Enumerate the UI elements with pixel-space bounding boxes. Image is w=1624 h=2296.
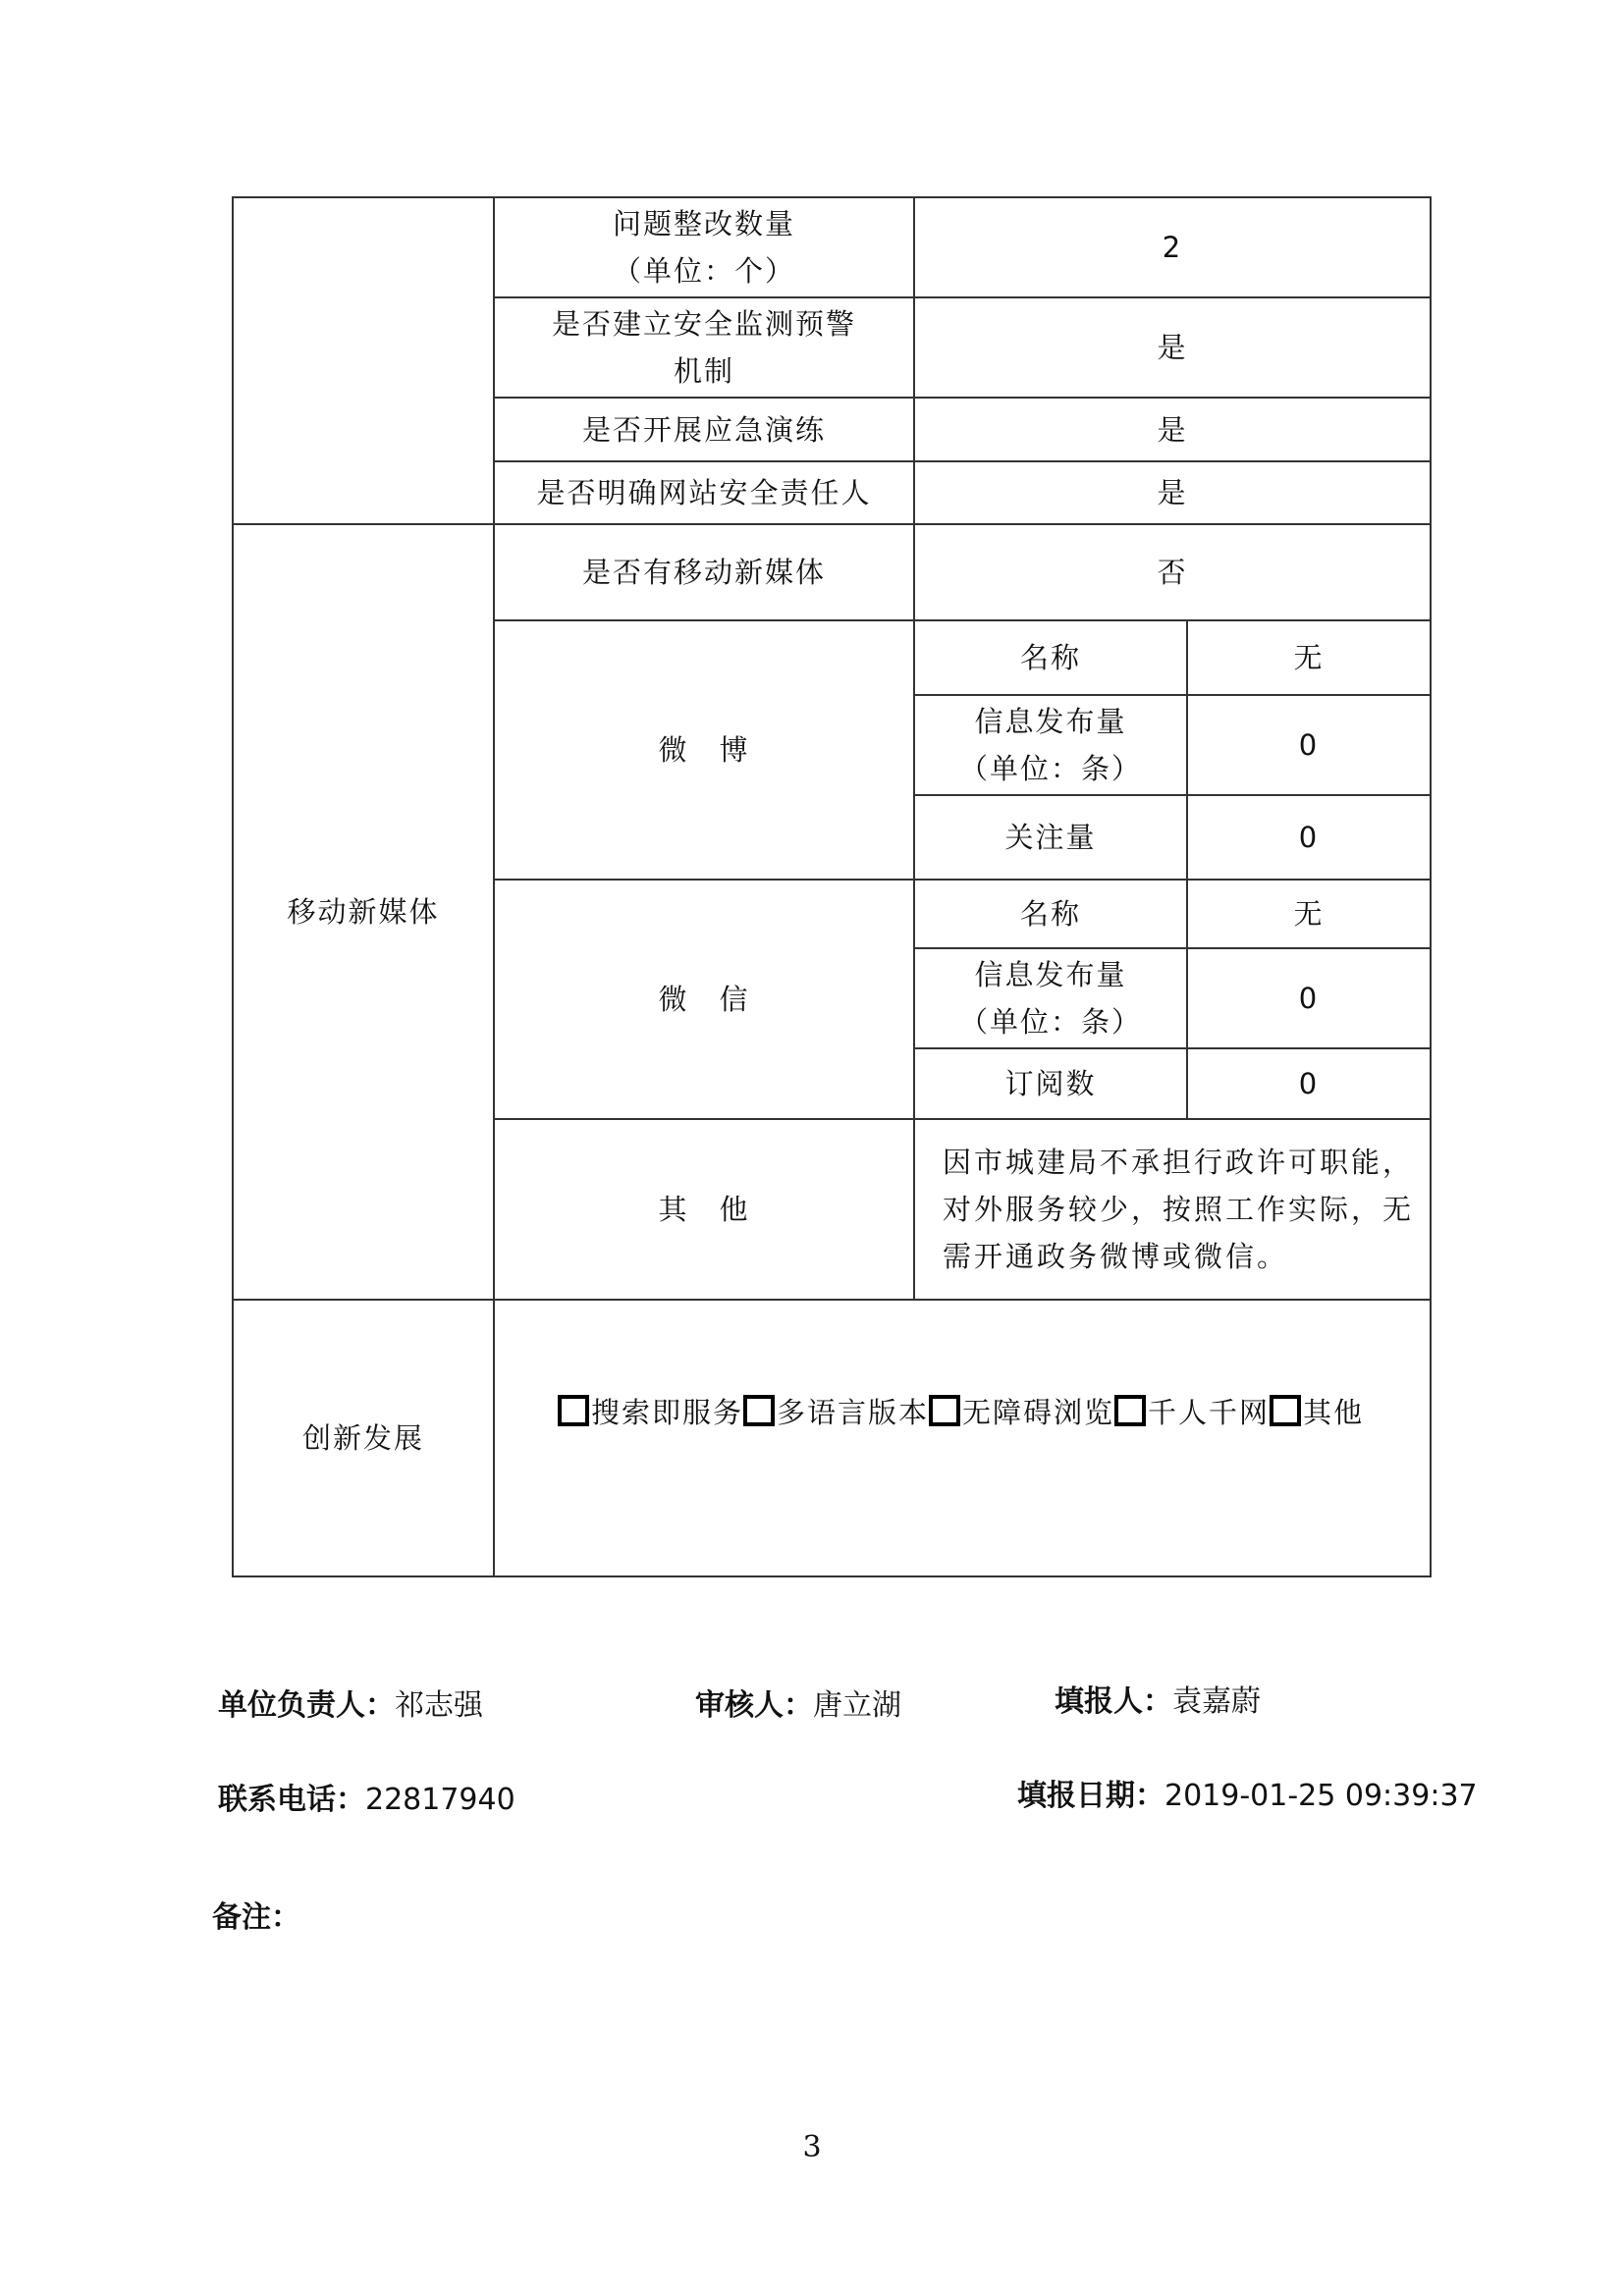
filler-label: 填报人： [1055, 1684, 1172, 1719]
checkbox-icon[interactable] [558, 1395, 589, 1426]
mobile-section-label: 移动新媒体 [233, 524, 494, 1300]
wechat-label: 微 信 [494, 880, 914, 1119]
checkbox-icon[interactable] [929, 1395, 960, 1426]
checkbox-icon[interactable] [743, 1395, 775, 1426]
weibo-name-label: 名称 [914, 620, 1187, 695]
innovation-option-accessible[interactable]: 无障碍浏览 [929, 1396, 1114, 1429]
reviewer [695, 1681, 901, 1724]
monitor-label: 是否建立安全监测预警 机制 [494, 297, 914, 398]
filler-value: 袁嘉蔚 [1172, 1684, 1261, 1719]
responsible-label: 是否明确网站安全责任人 [494, 461, 914, 524]
phone-label: 联系电话： [218, 1783, 365, 1817]
innovation-option-multilang[interactable]: 多语言版本 [743, 1396, 929, 1429]
weibo-follow-value: 0 [1187, 795, 1431, 880]
phone-value: 22817940 [365, 1783, 515, 1817]
innovation-label: 创新发展 [233, 1300, 494, 1576]
remark [212, 1893, 300, 1936]
report-table [232, 196, 1432, 1577]
innovation-option-search[interactable]: 搜索即服务 [558, 1396, 743, 1429]
unit-head [218, 1681, 483, 1724]
has-mobile-value: 否 [914, 524, 1431, 620]
has-mobile-label: 是否有移动新媒体 [494, 524, 914, 620]
security-section-cell [233, 197, 494, 524]
reviewer-value: 唐立湖 [813, 1688, 901, 1723]
weibo-name-value: 无 [1187, 620, 1431, 695]
unit-head-value: 祁志强 [395, 1688, 483, 1723]
unit-head-label: 单位负责人： [218, 1688, 395, 1723]
rectify-count-value: 2 [914, 197, 1431, 297]
fill-date [1017, 1771, 1478, 1814]
filler [1055, 1677, 1261, 1720]
reviewer-label: 审核人： [695, 1688, 813, 1723]
page-number: 3 [802, 2130, 822, 2164]
fill-date-value: 2019-01-25 09:39:37 [1164, 1779, 1478, 1813]
innovation-option-personalized[interactable]: 千人千网 [1114, 1396, 1270, 1429]
weibo-posts-label: 信息发布量 （单位：条） [914, 695, 1187, 795]
monitor-value: 是 [914, 297, 1431, 398]
wechat-name-label: 名称 [914, 880, 1187, 948]
checkbox-icon[interactable] [1114, 1395, 1146, 1426]
wechat-name-value: 无 [1187, 880, 1431, 948]
checkbox-icon[interactable] [1270, 1395, 1301, 1426]
weibo-posts-value: 0 [1187, 695, 1431, 795]
weibo-follow-label: 关注量 [914, 795, 1187, 880]
responsible-value: 是 [914, 461, 1431, 524]
innovation-option-other[interactable]: 其他 [1270, 1396, 1364, 1429]
drill-value: 是 [914, 398, 1431, 461]
wechat-posts-value: 0 [1187, 948, 1431, 1048]
fill-date-label: 填报日期： [1017, 1779, 1164, 1813]
phone [218, 1775, 515, 1818]
remark-label: 备注： [212, 1900, 300, 1935]
innovation-options [494, 1300, 1431, 1576]
other-label: 其 他 [494, 1119, 914, 1300]
other-value: 因市城建局不承担行政许可职能，对外服务较少，按照工作实际，无需开通政务微博或微信。 [914, 1119, 1431, 1300]
weibo-label: 微 博 [494, 620, 914, 880]
wechat-sub-value: 0 [1187, 1048, 1431, 1119]
drill-label: 是否开展应急演练 [494, 398, 914, 461]
wechat-posts-label: 信息发布量 （单位：条） [914, 948, 1187, 1048]
wechat-sub-label: 订阅数 [914, 1048, 1187, 1119]
rectify-count-label: 问题整改数量 （单位：个） [494, 197, 914, 297]
